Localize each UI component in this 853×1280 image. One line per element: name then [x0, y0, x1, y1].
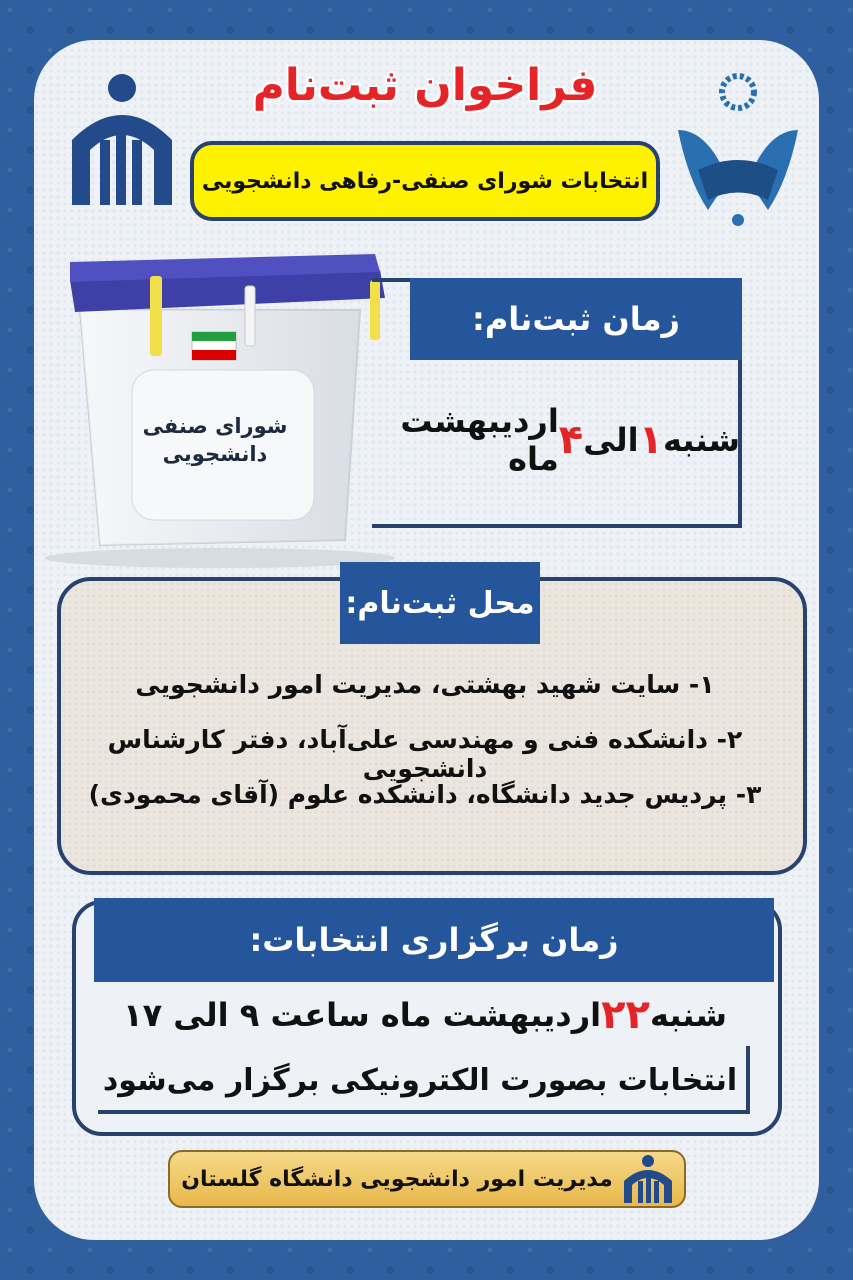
location-item-3: ۳- پردیس جدید دانشگاه، دانشکده علوم (آقای محمودی) — [88, 780, 762, 809]
location-item-2: ۲- دانشکده فنی و مهندسی علی‌آباد، دفتر کارشناس دانشجویی — [107, 725, 743, 783]
council-logo-icon — [668, 70, 808, 230]
main-title: فراخوان ثبت‌نام — [252, 60, 598, 111]
footer-text: مدیریت امور دانشجویی دانشگاه گلستان — [181, 1166, 613, 1192]
ballot-label-line1: شورای صنفی — [142, 413, 288, 438]
subtitle-banner: انتخابات شورای صنفی-رفاهی دانشجویی — [190, 141, 660, 221]
location-item-1: ۱- سایت شهید بهشتی، مدیریت امور دانشجویی — [135, 670, 715, 699]
registration-time-text — [370, 400, 740, 480]
reg-text-after: اردیبهشت ماه — [400, 402, 559, 478]
election-time-text — [80, 985, 770, 1045]
reg-text-before: شنبه — [663, 421, 740, 459]
registration-location-heading: محل ثبت‌نام: — [340, 562, 540, 644]
election-note: انتخابات بصورت الکترونیکی برگزار می‌شود — [102, 1062, 738, 1098]
reg-day-start: ۱ — [638, 417, 663, 463]
registration-time-heading: زمان ثبت‌نام: — [410, 278, 742, 360]
election-day: ۲۲ — [601, 992, 650, 1038]
election-text-after: اردیبهشت ماه ساعت ۹ الی ۱۷ — [123, 996, 602, 1034]
election-time-heading: زمان برگزاری انتخابات: — [94, 898, 774, 982]
ballot-box-label — [130, 395, 300, 485]
ballot-label-line2: دانشجویی — [162, 442, 268, 466]
footer-university-logo-icon — [620, 1153, 676, 1205]
footer-banner — [168, 1150, 686, 1208]
reg-text-middle: الی — [583, 421, 639, 459]
reg-day-end: ۴ — [558, 417, 584, 463]
university-logo-icon — [64, 70, 180, 210]
election-text-before: شنبه — [649, 996, 727, 1034]
